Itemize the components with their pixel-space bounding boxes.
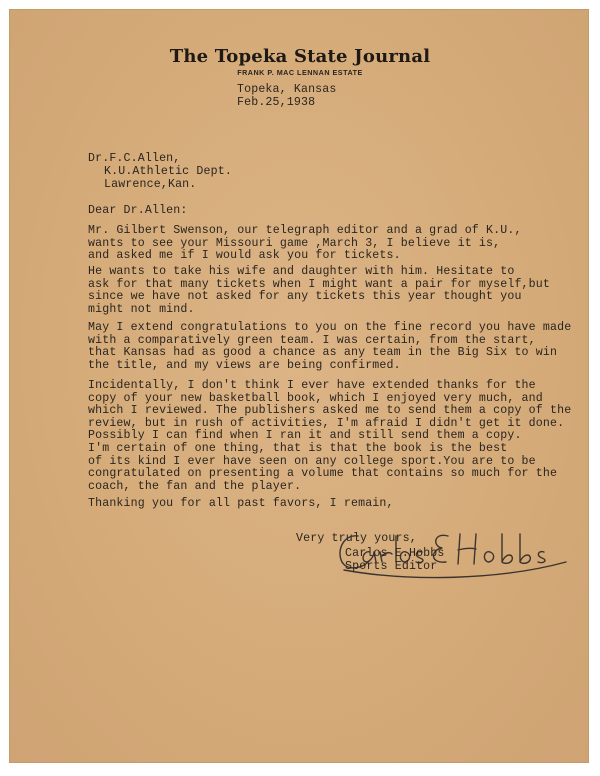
paragraph-2	[88, 266, 550, 316]
paragraph-1	[88, 225, 522, 263]
date-line: Feb.25,1938	[237, 96, 316, 109]
text-line: Mr. Gilbert Swenson, our telegraph editor and a grad of K.U.,	[88, 224, 522, 237]
text-line: I'm certain of one thing, that is that the book is the best	[88, 441, 508, 455]
signer-name: Carlos E.Hobbs	[345, 547, 445, 560]
text-line: May I extend congratulations to you on the fine record you have made	[88, 321, 572, 334]
text-line: might not mind.	[88, 302, 195, 316]
text-line: since we have not asked for any tickets this year thought you	[88, 290, 522, 304]
recipient-line-3: Lawrence,Kan.	[104, 178, 197, 191]
text-line: that Kansas had as good a chance as any team in the Big Six to win	[88, 346, 558, 360]
letterhead-title: The Topeka State Journal	[169, 46, 431, 67]
text-line: Possibly I can find when I ran it and still send them a copy.	[88, 429, 522, 443]
text-line: copy of your new basketball book, which I enjoyed very much, and	[88, 391, 543, 405]
text-line: Thanking you for all past favors, I remain,	[88, 497, 394, 510]
text-line: the title, and my views are being confirmed.	[88, 358, 401, 372]
text-line: congratulated on presenting a volume that contains so much for the	[88, 467, 558, 481]
salutation: Dear Dr.Allen:	[88, 204, 188, 217]
recipient-line-2: K.U.Athletic Dept.	[104, 165, 232, 178]
text-line: He wants to take his wife and daughter with him. Hesitate to	[88, 265, 515, 278]
text-line: and asked me if I would ask you for tickets.	[88, 249, 401, 263]
paragraph-4	[88, 380, 571, 493]
closing: Very truly yours,	[296, 532, 417, 545]
text-line: coach, the fan and the player.	[88, 479, 302, 493]
text-line: wants to see your Missouri game ,March 3, I believe it is,	[88, 236, 501, 250]
paragraph-5	[88, 498, 394, 511]
recipient-line-1: Dr.F.C.Allen,	[88, 152, 181, 165]
text-line: review, but in rush of activities, I'm afraid I didn't get it done.	[88, 416, 565, 430]
text-line: ask for that many tickets when I might want a pair for myself,but	[88, 277, 550, 291]
signer-title: Sports Editor	[345, 560, 438, 573]
text-line: of its kind I ever have seen on any college sport.You are to be	[88, 454, 536, 468]
text-line: Incidentally, I don't think I ever have extended thanks for the	[88, 379, 536, 392]
paragraph-3	[88, 322, 571, 372]
place-line: Topeka, Kansas	[237, 83, 337, 96]
text-line: which I reviewed. The publishers asked me to send them a copy of the	[88, 404, 572, 418]
letterhead-subtitle: FRANK P. MAC LENNAN ESTATE	[237, 68, 363, 77]
text-line: with a comparatively green team. I was certain, from the start,	[88, 333, 536, 347]
